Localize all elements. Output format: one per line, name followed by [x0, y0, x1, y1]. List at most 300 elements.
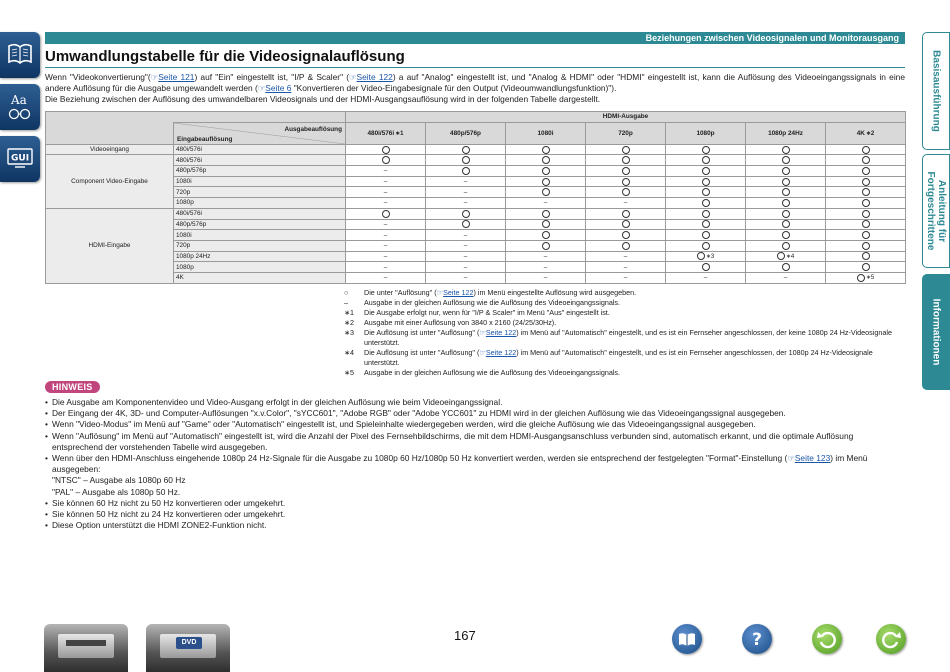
circle-icon — [462, 156, 470, 164]
circle-icon — [702, 242, 710, 250]
circle-icon — [782, 146, 790, 154]
circle-icon — [542, 188, 550, 196]
table-row — [46, 155, 906, 166]
circle-icon — [697, 252, 705, 260]
table-cell — [346, 240, 426, 251]
corner-output-label: Ausgabeauflösung — [284, 125, 342, 133]
circle-icon — [782, 178, 790, 186]
input-resolution-label: 720p — [174, 240, 346, 251]
contents-button[interactable] — [672, 624, 702, 654]
table-cell — [666, 198, 746, 209]
circle-icon — [622, 242, 630, 250]
legend-text-part: Die Ausgabe erfolgt nur, wenn für "I/P & Scaler" im Menü "Aus" eingestellt ist. — [364, 308, 610, 317]
legend-item — [344, 348, 906, 368]
circle-icon — [782, 188, 790, 196]
tab-anleitung-fortgeschrittene[interactable] — [922, 154, 950, 268]
legend-symbol: ∗5 — [344, 368, 355, 377]
table-cell — [826, 166, 906, 177]
table-cell — [746, 198, 826, 209]
table-cell — [826, 198, 906, 209]
circle-icon — [862, 188, 870, 196]
table-cell — [426, 240, 506, 251]
table-cell — [666, 240, 746, 251]
column-note: ∗1 — [395, 130, 404, 137]
column-header: 1080p — [666, 122, 746, 144]
table-cell — [746, 144, 826, 155]
corner-input-label: Eingabeauflösung — [177, 135, 233, 143]
circle-icon — [702, 167, 710, 175]
legend-item — [344, 328, 906, 348]
table-cell — [666, 262, 746, 273]
circle-icon — [862, 252, 870, 260]
circle-icon — [862, 242, 870, 250]
device-icon-remote[interactable] — [146, 624, 230, 672]
table-cell — [346, 176, 426, 187]
hinweis-text: Diese Option unterstützt die HDMI ZONE2-Funktion nicht. — [52, 520, 267, 531]
table-cell — [506, 272, 586, 283]
table-cell — [746, 272, 826, 283]
tab-label: Informationen — [930, 298, 942, 366]
circle-icon — [702, 220, 710, 228]
table-cell — [426, 187, 506, 198]
circle-icon — [622, 167, 630, 175]
table-cell — [346, 198, 426, 209]
circle-icon — [782, 242, 790, 250]
circle-icon — [542, 210, 550, 218]
book-icon — [672, 624, 702, 654]
legend-symbol: ∗1 — [344, 308, 355, 317]
cell-value: – — [543, 263, 548, 271]
dvd-badge: DVD — [176, 637, 202, 649]
table-cell — [426, 155, 506, 166]
table-cell — [666, 155, 746, 166]
hinweis-item — [45, 520, 905, 531]
cell-value: – — [463, 199, 468, 207]
table-cell — [426, 219, 506, 230]
table-cell — [826, 187, 906, 198]
legend-text-part: Ausgabe in der gleichen Auflösung wie die Auflösung des Videoeingangssignals. — [364, 368, 621, 377]
input-resolution-label: 1080p — [174, 198, 346, 209]
question-mark-icon — [742, 624, 772, 654]
circle-icon — [462, 210, 470, 218]
hinweis-badge: HINWEIS — [45, 381, 100, 393]
table-cell — [666, 230, 746, 241]
input-resolution-label: 4K — [174, 272, 346, 283]
cell-value: – — [383, 263, 388, 271]
table-cell — [426, 198, 506, 209]
hinweis-item — [45, 419, 905, 430]
table-cell — [746, 251, 826, 262]
legend-text-part: ) im Menü auf "Automatisch" eingestellt, und es ist ein Fernseher angeschlossen, der 1080p 24 Hz-Videosignale unterstützt. — [364, 348, 873, 367]
table-cell — [666, 176, 746, 187]
legend-item — [344, 308, 906, 318]
input-resolution-label: 480p/576p — [174, 219, 346, 230]
gui-icon[interactable] — [0, 136, 40, 182]
tab-informationen[interactable] — [922, 274, 950, 390]
cell-value: – — [463, 231, 468, 239]
legend-text-part: ) im Menü eingestellte Auflösung wird ausgegeben. — [473, 288, 637, 297]
circle-icon — [622, 231, 630, 239]
table-cell — [666, 251, 746, 262]
intro-text-part: "Konvertieren der Video-Eingabesignale für den Output (Videoumwandlungsfunktion)"). — [291, 83, 617, 94]
circle-icon — [862, 263, 870, 271]
column-header: 1080p 24Hz — [746, 122, 826, 144]
legend-symbol: ∗2 — [344, 318, 355, 327]
table-body — [46, 144, 906, 283]
intro-text-part: ) auf "Ein" eingestellt ist, "I/P & Scaler" ( — [194, 72, 350, 82]
legend-text — [364, 318, 906, 328]
table-cell — [826, 208, 906, 219]
table-cell — [506, 155, 586, 166]
undo-arrow-icon — [812, 624, 842, 654]
table-cell — [506, 176, 586, 187]
table-row — [46, 230, 906, 241]
table-cell — [506, 144, 586, 155]
cell-note: ∗4 — [785, 253, 795, 260]
cell-value: – — [703, 274, 708, 282]
circle-icon — [702, 199, 710, 207]
table-cell — [426, 262, 506, 273]
svg-text:?: ? — [752, 630, 762, 650]
table-row — [46, 198, 906, 209]
input-resolution-label: 1080p — [174, 262, 346, 273]
page-ref-icon: ☞ — [150, 72, 159, 82]
hinweis-page-link[interactable]: Seite 123 — [794, 453, 831, 464]
cell-value: – — [463, 252, 468, 260]
table-cell — [506, 251, 586, 262]
cell-value: – — [463, 242, 468, 250]
circle-icon — [862, 167, 870, 175]
table-cell — [746, 155, 826, 166]
table-cell — [426, 166, 506, 177]
table-cell — [746, 176, 826, 187]
circle-icon — [542, 220, 550, 228]
forward-button[interactable] — [876, 624, 906, 654]
table-cell — [586, 272, 666, 283]
circle-icon — [782, 263, 790, 271]
table-cell — [746, 208, 826, 219]
column-header: 1080i — [506, 122, 586, 144]
link-seite-6[interactable]: Seite 6 — [265, 83, 292, 94]
table-cell — [826, 262, 906, 273]
table-cell — [826, 251, 906, 262]
circle-icon — [702, 210, 710, 218]
input-resolution-label: 480i/576i — [174, 208, 346, 219]
hinweis-text-part: ) im Menü ausgegeben: — [52, 453, 868, 475]
table-cell — [346, 251, 426, 262]
circle-icon — [622, 188, 630, 196]
table-cell — [346, 272, 426, 283]
column-header: 4K∗2 — [826, 122, 906, 144]
tab-label: Anleitung für Fortgeschrittene — [925, 171, 947, 251]
circle-icon — [622, 146, 630, 154]
cell-value: – — [543, 199, 548, 207]
table-cell — [346, 262, 426, 273]
circle-icon — [622, 220, 630, 228]
circle-icon — [782, 210, 790, 218]
cell-value: – — [383, 252, 388, 260]
cell-value: – — [623, 199, 628, 207]
help-button[interactable] — [742, 624, 772, 654]
legend-text — [364, 288, 906, 298]
circle-icon — [622, 156, 630, 164]
legend-text — [364, 328, 906, 348]
cell-value: – — [383, 242, 388, 250]
circle-icon — [702, 188, 710, 196]
table-cell — [666, 187, 746, 198]
cell-value: – — [543, 274, 548, 282]
page-ref-icon: ☞ — [257, 83, 266, 94]
table-cell — [426, 208, 506, 219]
circle-icon — [382, 146, 390, 154]
table-cell — [426, 144, 506, 155]
cell-value: – — [383, 220, 388, 228]
circle-icon — [782, 231, 790, 239]
circle-icon — [542, 242, 550, 250]
table-cell — [506, 198, 586, 209]
circle-icon — [702, 146, 710, 154]
link-seite-121[interactable]: Seite 121 — [158, 72, 195, 82]
circle-icon — [382, 210, 390, 218]
circle-icon — [777, 252, 785, 260]
table-cell — [586, 262, 666, 273]
link-seite-122[interactable]: Seite 122 — [356, 72, 393, 82]
cell-value: – — [383, 188, 388, 196]
legend-symbol: – — [344, 298, 348, 307]
table-row — [46, 262, 906, 273]
resolution-table — [45, 111, 906, 284]
hinweis-item — [45, 408, 905, 419]
input-resolution-label: 720p — [174, 187, 346, 198]
table-cell — [426, 176, 506, 187]
hinweis-list — [45, 397, 905, 531]
circle-icon — [702, 231, 710, 239]
table-cell — [506, 262, 586, 273]
circle-icon — [862, 178, 870, 186]
legend-symbol: ∗3 — [344, 328, 355, 337]
table-row — [46, 187, 906, 198]
table-cell — [586, 208, 666, 219]
cell-value: – — [383, 199, 388, 207]
intro-paragraph-2: Die Beziehung zwischen der Auflösung des umwandelbaren Videosignals und der HDMI-Ausgangsauflösung wird in der folgenden Tabelle dargestellt. — [45, 94, 601, 105]
legend-symbol: ∗4 — [344, 348, 355, 357]
table-cell — [666, 272, 746, 283]
table-cell — [826, 144, 906, 155]
circle-icon — [542, 156, 550, 164]
circle-icon — [462, 167, 470, 175]
page-ref-icon: ☞ — [349, 72, 357, 82]
intro-text-part: Wenn "Videokonvertierung"( — [45, 72, 151, 82]
hinweis-item — [45, 431, 905, 453]
table-cell — [826, 272, 906, 283]
table-cell — [346, 230, 426, 241]
table-cell — [506, 187, 586, 198]
table-cell — [666, 166, 746, 177]
circle-icon — [542, 167, 550, 175]
input-resolution-label: 1080p 24Hz — [174, 251, 346, 262]
input-group-label: Videoeingang — [46, 144, 174, 155]
table-cell — [586, 155, 666, 166]
circle-icon — [462, 220, 470, 228]
circle-icon — [862, 199, 870, 207]
intro-text — [45, 72, 905, 106]
table-row — [46, 176, 906, 187]
table-cell — [346, 155, 426, 166]
table-cell — [586, 240, 666, 251]
table-cell — [506, 208, 586, 219]
device-icon-receiver[interactable] — [44, 624, 128, 672]
redo-arrow-icon — [876, 624, 906, 654]
table-cell — [826, 155, 906, 166]
cell-value: – — [783, 274, 788, 282]
hinweis-item — [45, 397, 905, 408]
hinweis-text: Die Ausgabe am Komponentenvideo und Video-Ausgang erfolgt in der gleichen Auflösung wie beim Videoeingangssignal. — [52, 397, 503, 407]
circle-icon — [702, 263, 710, 271]
cell-note: ∗3 — [705, 253, 715, 260]
table-cell — [426, 230, 506, 241]
table-cell — [826, 230, 906, 241]
table-corner — [174, 122, 346, 144]
table-cell — [506, 166, 586, 177]
input-resolution-label: 1080i — [174, 230, 346, 241]
table-cell — [346, 187, 426, 198]
hinweis-continuation: "PAL" – Ausgabe als 1080p 50 Hz. — [52, 486, 181, 497]
cell-note: ∗5 — [865, 275, 875, 282]
legend-text — [364, 348, 906, 368]
page-number: 167 — [454, 628, 476, 643]
cell-value: – — [543, 252, 548, 260]
table-cell — [666, 144, 746, 155]
circle-icon — [862, 146, 870, 154]
svg-text:GUI: GUI — [11, 153, 30, 164]
circle-icon — [462, 146, 470, 154]
table-cell — [426, 272, 506, 283]
table-row — [46, 166, 906, 177]
legend-text — [364, 298, 906, 308]
table-cell — [746, 262, 826, 273]
legend-page-link[interactable]: Seite 122 — [485, 328, 517, 337]
circle-icon — [622, 178, 630, 186]
legend-text-part: Die Auflösung ist unter "Auflösung" ( — [364, 348, 480, 357]
hinweis-text: Wenn "Auflösung" im Menü auf "Automatisch" eingestellt ist, wird die Anzahl der Pixel des Fernsehbildschirms, die mit dem HDMI-Ausgangsanschluss verbunden sind, automatisch erkannt, und die optimale Auflösung entsprechend der vorstehenden Tabelle wird ausgegeben. — [52, 430, 854, 452]
page-ref-icon: ☞ — [479, 348, 486, 357]
table-row — [46, 219, 906, 230]
table-cell — [586, 187, 666, 198]
circle-icon — [862, 156, 870, 164]
cell-value: – — [383, 167, 388, 175]
back-button[interactable] — [812, 624, 842, 654]
table-cell — [746, 187, 826, 198]
column-note: ∗2 — [865, 130, 875, 137]
table-cell — [586, 219, 666, 230]
circle-icon — [782, 167, 790, 175]
page-ref-icon: ☞ — [787, 453, 795, 464]
table-cell — [586, 144, 666, 155]
hinweis-item — [45, 453, 905, 498]
hdmi-output-header: HDMI-Ausgabe — [346, 112, 906, 123]
section-title-bar: Beziehungen zwischen Videosignalen und Monitorausgang — [45, 32, 905, 44]
contents-book-icon[interactable] — [0, 32, 40, 78]
table-cell — [506, 219, 586, 230]
input-resolution-label: 480i/576i — [174, 155, 346, 166]
legend-text — [364, 368, 906, 378]
circle-icon — [862, 231, 870, 239]
legend-page-link[interactable]: Seite 122 — [485, 348, 517, 357]
hinweis-text: Der Eingang der 4K, 3D- und Computer-Auflösungen "x.v.Color", "sYCC601", "Adobe RGB" oder "Adobe YCC601" zu HDMI wird in der gleichen Auflösung wie das Videoeingangssignal ausgegeben. — [52, 408, 786, 419]
circle-icon — [862, 210, 870, 218]
table-cell — [586, 251, 666, 262]
circle-icon — [622, 210, 630, 218]
legend-text-part: Die Auflösung ist unter "Auflösung" ( — [364, 328, 480, 337]
column-header: 720p — [586, 122, 666, 144]
table-cell — [826, 176, 906, 187]
device-front — [58, 634, 114, 658]
legend-item — [344, 368, 906, 378]
table-cell — [426, 251, 506, 262]
hinweis-continuation: "NTSC" – Ausgabe als 1080p 60 Hz — [52, 475, 186, 486]
hinweis-text: Wenn über den HDMI-Anschluss eingehende 1080p 24 Hz-Signale für die Ausgabe zu 1080p 60 Hz/1080p 50 Hz konvertiert werden, werden sie entsprechend der festgelegten "Format"-Einstellung ( — [52, 453, 788, 464]
page-ref-icon: ☞ — [436, 288, 444, 297]
circle-icon — [782, 156, 790, 164]
cell-value: – — [463, 263, 468, 271]
circle-icon — [782, 199, 790, 207]
legend-text-part: Ausgabe in der gleichen Auflösung wie die Auflösung des Videoeingangssignals. — [364, 298, 621, 307]
input-resolution-label: 1080i — [174, 176, 346, 187]
hinweis-item — [45, 498, 905, 509]
index-aa-icon[interactable] — [0, 84, 40, 130]
cell-value: – — [383, 274, 388, 282]
table-cell — [746, 230, 826, 241]
legend-symbol: ○ — [344, 288, 349, 297]
table-cell — [826, 240, 906, 251]
table-legend — [344, 288, 906, 378]
cell-value: – — [383, 231, 388, 239]
legend-item — [344, 318, 906, 328]
cell-value: – — [383, 178, 388, 186]
hinweis-item — [45, 509, 905, 520]
hinweis-text: Sie können 50 Hz nicht zu 24 Hz konvertieren oder umgekehrt. — [52, 509, 286, 520]
circle-icon — [702, 156, 710, 164]
circle-icon — [862, 220, 870, 228]
table-cell — [586, 230, 666, 241]
tab-basisausfuehrung[interactable] — [922, 32, 950, 150]
tab-label: Basisausführung — [930, 50, 942, 132]
table-corner-top — [46, 112, 346, 123]
intro-text-part: ) a auf "Analog" eingestellt ist, und "Analog & HDMI" oder "HDMI" eingestellt ist, kann die Auflösung des Videoeingangssignals in eine andere Auflösung für die Ausgabe umgewandelt werden ( — [45, 72, 905, 94]
table-cell — [746, 219, 826, 230]
intro-paragraph-1 — [45, 72, 905, 94]
legend-text-part: ) im Menü auf "Automatisch" eingestellt, und es ist ein Fernseher angeschlossen, der keine 1080p 24 Hz-Videosignale unterstützt. — [364, 328, 892, 347]
legend-page-link[interactable]: Seite 122 — [443, 288, 474, 297]
table-row — [46, 144, 906, 155]
table-cell — [586, 198, 666, 209]
cell-value: – — [623, 263, 628, 271]
table-cell — [666, 219, 746, 230]
table-cell — [586, 176, 666, 187]
table-corner-left — [46, 122, 174, 144]
hinweis-text: Wenn "Video-Modus" im Menü auf "Game" oder "Automatisch" eingestellt ist, und Spieleinhalte wiedergegeben werden, wird die gleiche Auflösung wie das Videoeingangssignal ausgegeben. — [52, 419, 756, 430]
table-row — [46, 251, 906, 262]
table-cell — [346, 166, 426, 177]
page-title: Umwandlungstabelle für die Videosignalauflösung — [45, 48, 905, 68]
table-row — [46, 272, 906, 283]
legend-text-part: Die unter "Auflösung" ( — [364, 288, 437, 297]
device-display — [66, 640, 106, 646]
legend-text — [364, 308, 906, 318]
input-resolution-label: 480i/576i — [174, 144, 346, 155]
circle-icon — [542, 146, 550, 154]
hinweis-text: Sie können 60 Hz nicht zu 50 Hz konvertieren oder umgekehrt. — [52, 497, 286, 508]
